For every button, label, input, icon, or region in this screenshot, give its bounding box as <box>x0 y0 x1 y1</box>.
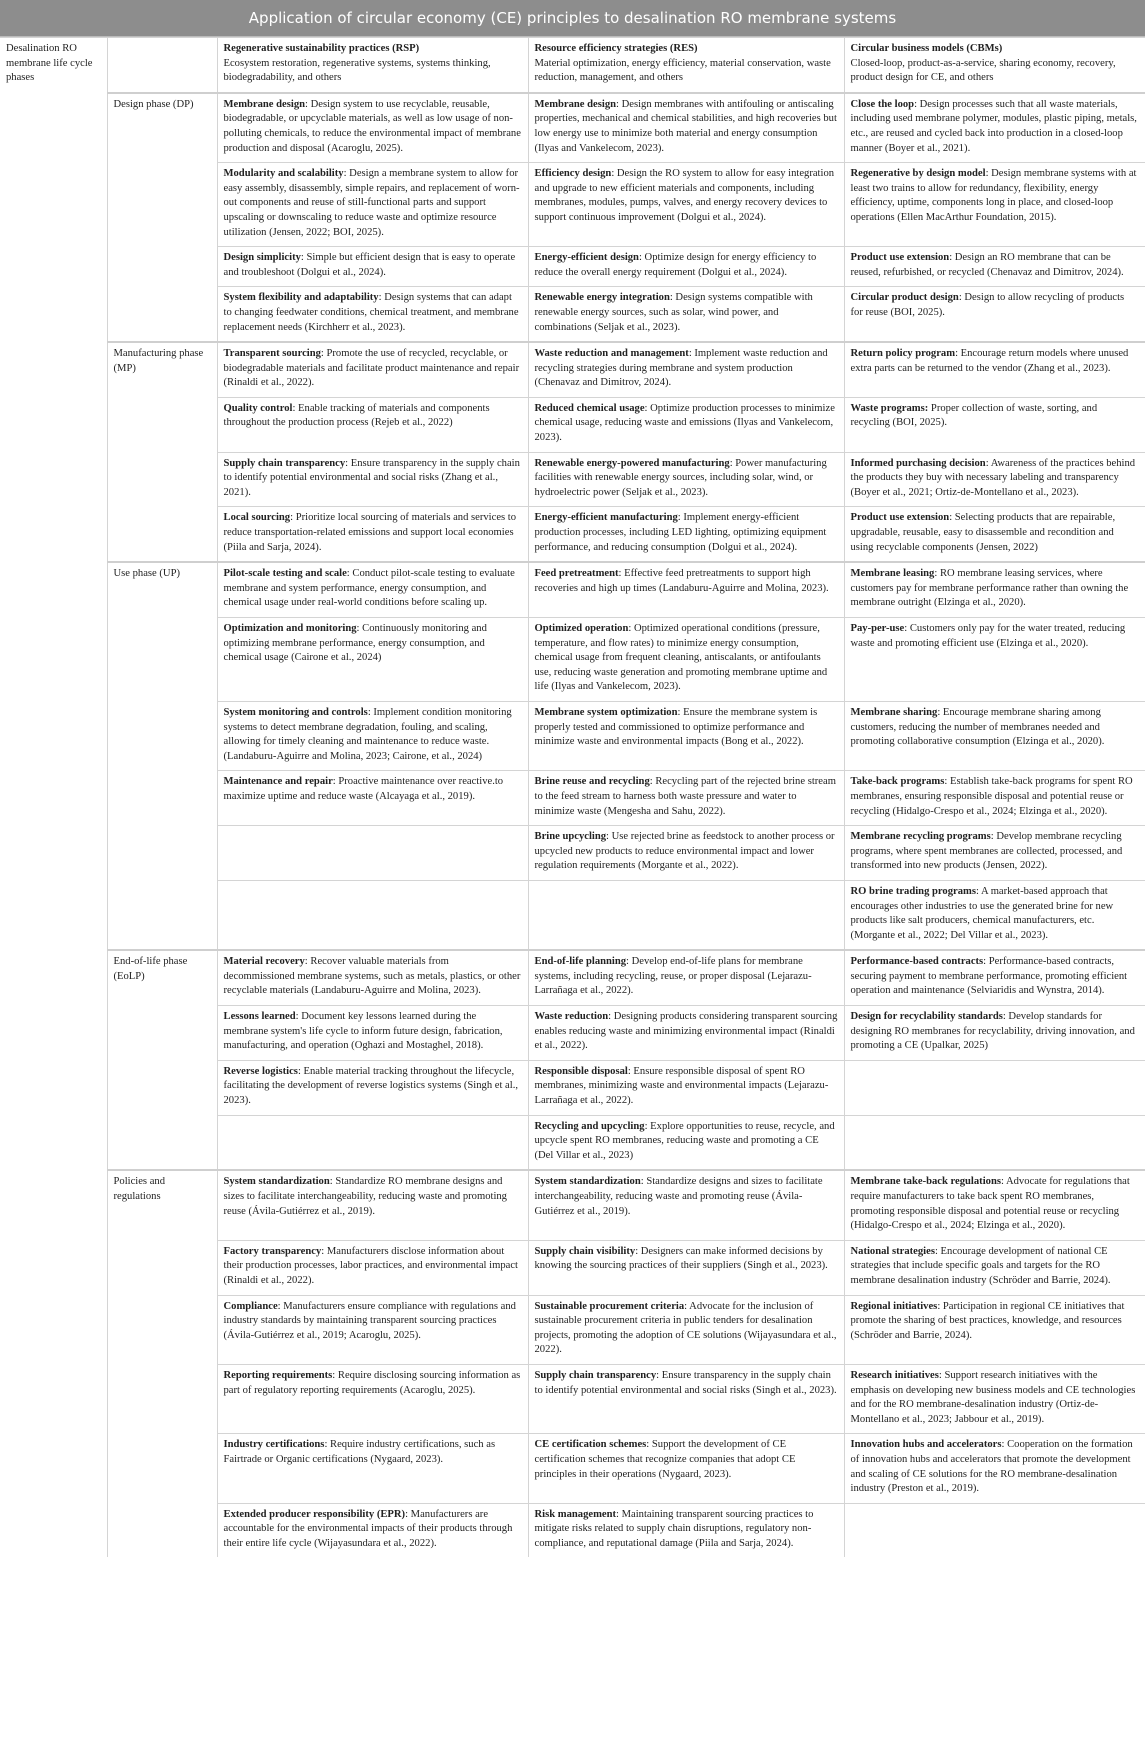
practice-title: Product use extension <box>850 512 950 524</box>
practice-title: Energy-efficient manufacturing <box>534 512 678 524</box>
practice-title: Membrane take-back regulations <box>850 1176 1001 1188</box>
practice-description: : Design systems compatible with renewable energy sources, such as solar, wind power, and combinations (Seljak et al., 2023). <box>534 292 813 333</box>
practice-description: : Power manufacturing facilities with renewable energy sources, including solar, wind, or hydroelectric power (Seljak et al., 2023). <box>534 457 827 498</box>
practice-title: Optimization and monitoring <box>223 623 357 634</box>
cell-rsp <box>217 1006 528 1061</box>
practice-title: Research initiatives <box>850 1369 939 1381</box>
practice-title: Modularity and scalability <box>223 168 344 180</box>
practice-title: Quality control <box>223 402 293 414</box>
practice-description: : Design system to use recyclable, reusable, biodegradable, or upcyclable materials, as well as low usage of non-polluting chemicals, to reduce the environmental impact of membrane production and disposal (Acaroglu, 2025). <box>223 98 521 154</box>
cell-res <box>528 1295 844 1364</box>
cell-cbm <box>844 1434 1145 1503</box>
cell-rsp <box>217 1503 528 1557</box>
practice-description: : Design processes such that all waste materials, including used membrane polymer, modules, plastic piping, metals, etc., are reused and cycled back into production in a closed-loop manner (Boyer et al., 2021). <box>850 98 1137 154</box>
practice-description: Proper collection of waste, sorting, and recycling (BOI, 2025). <box>850 402 1098 429</box>
phase-label: Design phase (DP) <box>107 93 217 342</box>
practice-title: Risk management <box>534 1508 617 1520</box>
cell-res <box>528 247 844 287</box>
cell-rsp <box>217 1170 528 1240</box>
cell-cbm <box>844 771 1145 826</box>
phase-label: Policies and regulations <box>107 1170 217 1557</box>
practice-description: : Implement energy-efficient production processes, including LED lighting, optimizing equipment performance, and reducing consumption (Dolgui et al., 2024). <box>534 512 827 553</box>
practice-description: : Manufacturers ensure compliance with regulations and industry standards by maintaining transparent sourcing practices (Ávila-Gutiérrez et al., 2019; Acaroglu, 2025). <box>223 1300 516 1341</box>
practice-description: : Implement condition monitoring systems to detect membrane degradation, fouling, and scaling, allowing for timely cleaning and maintenance to reduce waste. (Landaburu-Aguirre and Molina, 2023; Cairone, et al., 2024) <box>223 706 512 762</box>
practice-description: : Awareness of the practices behind the products they buy with necessary labeling and transparency (Boyer et al., 2021; Ortiz-de-Montellano et al., 2023). <box>850 457 1136 498</box>
practice-title: National strategies <box>850 1245 935 1257</box>
practice-description: : Optimized operational conditions (pressure, temperature, and flow rates) to minimize energy consumption, chemical usage from frequent cleaning, antiscalants, or antifoulants use, reducing waste generation and promoting membrane uptime and life (Ilyas and Vankelecom, 2023). <box>534 623 828 693</box>
column-header-desc: Ecosystem restoration, regenerative systems, systems thinking, biodegradability, and others <box>223 57 491 84</box>
practice-title: Design simplicity <box>223 252 301 264</box>
table-row <box>0 342 1145 397</box>
practice-title: Lessons learned <box>223 1011 296 1023</box>
phase-label: End-of-life phase (EoLP) <box>107 950 217 1170</box>
practice-title: Reduced chemical usage <box>534 402 645 414</box>
column-header-desc: Closed-loop, product-as-a-service, sharing economy, recovery, product design for CE, and others <box>850 57 1116 84</box>
table-row <box>0 1170 1145 1240</box>
practice-title: Waste programs: <box>850 402 929 414</box>
practice-description: : Design an RO membrane that can be reused, refurbished, or recycled (Chenavaz and Dimitrov, 2024). <box>850 252 1124 278</box>
practice-description: : A market-based approach that encourages other industries to use the generated brine for new products like salt producers, chemical manufacturers, etc. (Morgante et al., 2022; Del Villar et al., 2023). <box>850 885 1114 941</box>
cell-cbm <box>844 950 1145 1005</box>
cell-cbm <box>844 880 1145 950</box>
practice-description: : Advocate for the inclusion of sustainable procurement criteria in public tenders for desalination projects, promoting the adoption of CE solutions (Wijayasundara et al., 2022). <box>534 1300 837 1356</box>
practice-description: : Establish take-back programs for spent RO membranes, ensuring responsible disposal and potential reuse or recycling (Hidalgo-Crespo et al., 2024; Elzinga et al., 2020). <box>850 776 1133 817</box>
practice-title: Circular product design <box>850 292 959 304</box>
practice-description: : Design the RO system to allow for easy integration and upgrade to new efficient materials and components, including membranes, modules, pumps, valves, and energy recovery devices to support continuous improvement (Dolgui et al., 2024). <box>534 168 835 223</box>
cell-rsp <box>217 452 528 507</box>
practice-description: : Support the development of CE certification schemes that recognize companies that adopt CE principles in their operations (Nygaard, 2023). <box>534 1439 796 1480</box>
cell-cbm <box>844 93 1145 163</box>
practice-title: Pilot-scale testing and scale <box>223 568 347 580</box>
phase-label: Manufacturing phase (MP) <box>107 342 217 562</box>
practice-description: : RO membrane leasing services, where customers pay for membrane performance rather than owning the membrane outright (Elzinga et al., 2020). <box>850 568 1129 609</box>
practice-title: Membrane design <box>223 98 306 110</box>
table-row <box>0 562 1145 617</box>
practice-title: Pay-per-use <box>850 623 905 634</box>
cell-cbm <box>844 397 1145 452</box>
practice-description: : Enable material tracking throughout the lifecycle, facilitating the development of reverse logistics systems (Singh et al., 2023). <box>223 1065 518 1107</box>
cell-cbm <box>844 1503 1145 1557</box>
column-header-title: Resource efficiency strategies (RES) <box>534 43 698 54</box>
practice-description: : Designers can make informed decisions by knowing the sourcing practices of their suppliers (Singh et al., 2023). <box>534 1245 828 1272</box>
cell-res <box>528 1170 844 1240</box>
practice-description: : Manufacturers disclose information about their production processes, labor practices, and environmental impact (Rinaldi et al., 2022). <box>223 1245 518 1286</box>
practice-description: : Maintaining transparent sourcing practices to mitigate risks related to supply chain disruptions, regulatory non-compliance, and reputational damage (Piila and Sarja, 2024). <box>534 1508 814 1549</box>
practice-description: : Develop standards for designing RO membranes for recyclability, driving innovation, and promoting a CE (Upalkar, 2025) <box>850 1011 1135 1052</box>
practice-description: : Standardize designs and sizes to facilitate interchangeability, reducing waste and promoting reuse (Ávila-Gutiérrez et al., 2019). <box>534 1176 823 1217</box>
practice-title: Waste reduction and management <box>534 348 689 360</box>
cell-res <box>528 342 844 397</box>
cell-rsp <box>217 342 528 397</box>
practice-description: : Ensure transparency in the supply chain to identify potential environmental and social risks (Zhang et al., 2021). <box>223 457 520 498</box>
practice-title: Product use extension <box>850 252 950 264</box>
practice-description: : Optimize production processes to minimize chemical usage, reducing waste and emissions (Ilyas and Vankelecom, 2023). <box>534 402 835 444</box>
cell-rsp <box>217 163 528 247</box>
practice-title: CE certification schemes <box>534 1439 647 1451</box>
practice-title: Membrane sharing <box>850 706 938 718</box>
practice-title: Innovation hubs and accelerators <box>850 1439 1002 1451</box>
practice-title: Regional initiatives <box>850 1300 938 1312</box>
cell-res <box>528 507 844 562</box>
practice-title: RO brine trading programs <box>850 885 976 897</box>
practice-description: : Simple but efficient design that is easy to operate and troubleshoot (Dolgui et al., 2024). <box>223 252 516 278</box>
practice-description: : Continuously monitoring and optimizing membrane performance, energy consumption, and chemical usage (Cairone et al., 2024) <box>223 623 487 664</box>
cell-rsp <box>217 247 528 287</box>
practice-description: : Design membrane systems with at least two trains to allow for redundancy, flexibility, energy efficiency, uptime, components long in place, and closed-loop operations (Ellen MacArthur Foundation, 2015). <box>850 168 1137 223</box>
practice-title: Supply chain visibility <box>534 1245 636 1257</box>
practice-description: : Design a membrane system to allow for easy assembly, disassembly, simple repairs, and replacement of worn-out components and reuse of still-functional parts and support upscaling or downscaling to reduce waste and optimize resource utilization (Jensen, 2022; BOI, 2025). <box>223 168 520 238</box>
practice-description: : Selecting products that are repairable, upgradable, reusable, easy to disassemble and recondition and using recyclable components (Jensen, 2022) <box>850 512 1116 553</box>
cell-rsp <box>217 1434 528 1503</box>
practice-description: : Encourage membrane sharing among customers, reducing the number of membranes needed and promoting collaborative consumption (Elzinga et al., 2020). <box>850 706 1105 748</box>
practice-description: : Prioritize local sourcing of materials and services to reduce transportation-related emissions and support local economies (Piila and Sarja, 2024). <box>223 512 517 553</box>
cell-res <box>528 771 844 826</box>
practice-description: : Explore opportunities to reuse, recycle, and upcycle spent RO membranes, reducing waste and promoting a CE (Del Villar et al., 2023) <box>534 1120 835 1161</box>
cell-cbm <box>844 1240 1145 1295</box>
cell-rsp <box>217 287 528 342</box>
cell-res <box>528 1240 844 1295</box>
practice-title: Brine reuse and recycling <box>534 776 650 788</box>
cell-rsp <box>217 1364 528 1433</box>
cell-cbm <box>844 1295 1145 1364</box>
practice-title: Membrane leasing <box>850 568 935 580</box>
practice-title: Feed pretreatment <box>534 568 619 580</box>
table-row <box>0 93 1145 163</box>
practice-description: : Ensure the membrane system is properly tested and commissioned to optimize performance and minimize waste and environmental impacts (Bong et al., 2022). <box>534 706 818 748</box>
practice-description: : Recycling part of the rejected brine stream to the feed stream to harness both waste pressure and water to minimize waste (Mengesha and Sahu, 2022). <box>534 776 836 817</box>
cell-cbm <box>844 452 1145 507</box>
cell-res <box>528 880 844 950</box>
practice-title: Design for recyclability standards <box>850 1011 1003 1023</box>
practice-title: Supply chain transparency <box>223 457 346 469</box>
practice-title: System standardization <box>534 1176 641 1188</box>
cell-cbm <box>844 287 1145 342</box>
practice-description: : Promote the use of recycled, recyclable, or biodegradable materials and facilitate product maintenance and repair (Rinaldi et al., 2022). <box>223 348 520 389</box>
practice-title: Renewable energy integration <box>534 292 670 304</box>
cell-rsp <box>217 950 528 1005</box>
practice-description: : Use rejected brine as feedstock to another process or upcycled new products to reduce environmental impact and lower regulation requirements (Morgante et al., 2022). <box>534 831 835 872</box>
cell-cbm <box>844 1364 1145 1433</box>
cell-res <box>528 562 844 617</box>
cell-cbm <box>844 1060 1145 1115</box>
practice-description: : Advocate for regulations that require manufacturers to take back spent RO membranes, promoting responsible disposal and potential reuse or recycling (Hidalgo-Crespo et al., 2024; Elzinga et al., 2020). <box>850 1176 1130 1232</box>
cell-cbm <box>844 1006 1145 1061</box>
cell-res <box>528 163 844 247</box>
practice-title: Reporting requirements <box>223 1369 333 1381</box>
cell-res <box>528 93 844 163</box>
practice-description: : Effective feed pretreatments to support high recoveries and high up times (Landaburu-Aguirre and Molina, 2023). <box>534 568 829 594</box>
phase-column-header: Desalination RO membrane life cycle phases <box>0 38 107 1558</box>
cell-rsp <box>217 826 528 881</box>
cell-cbm <box>844 1115 1145 1170</box>
column-header-title: Circular business models (CBMs) <box>850 43 1003 54</box>
practice-title: Renewable energy-powered manufacturing <box>534 457 730 469</box>
cell-cbm <box>844 701 1145 770</box>
practice-description: : Standardize RO membrane designs and sizes to facilitate interchangeability, reducing waste and promoting reuse (Ávila-Gutiérrez et al., 2019). <box>223 1176 507 1217</box>
cell-res <box>528 618 844 702</box>
header-row <box>0 38 1145 93</box>
cell-rsp <box>217 771 528 826</box>
practice-title: Transparent sourcing <box>223 348 321 360</box>
practice-title: Take-back programs <box>850 776 945 788</box>
practice-description: : Encourage development of national CE strategies that include specific goals and targets for the RO membrane desalination industry (Schröder and Barrie, 2024). <box>850 1245 1111 1286</box>
cell-res <box>528 1060 844 1115</box>
practice-title: End-of-life planning <box>534 956 627 968</box>
practice-title: System flexibility and adaptability <box>223 292 379 304</box>
practice-title: Membrane system optimization <box>534 706 678 718</box>
practice-description: : Develop end-of-life plans for membrane systems, including recycling, reuse, or proper disposal (Lejarazu-Larrañaga et al., 2022). <box>534 956 812 997</box>
practice-title: Industry certifications <box>223 1439 325 1451</box>
cell-rsp <box>217 93 528 163</box>
practice-description: : Cooperation on the formation of innovation hubs and accelerators that promote the development and scaling of CE solutions for the RO membrane-desalination industry (Preston et al., 2019). <box>850 1439 1133 1495</box>
practice-title: Compliance <box>223 1300 278 1312</box>
practice-title: Recycling and upcycling <box>534 1120 645 1132</box>
cell-res <box>528 452 844 507</box>
practice-description: : Performance-based contracts, securing payment to membrane performance, promoting efficient operation and maintenance (Selviaridis and Wynstra, 2014). <box>850 956 1128 997</box>
cell-cbm <box>844 342 1145 397</box>
column-header-rsp <box>217 38 528 93</box>
column-header-cbm <box>844 38 1145 93</box>
practice-title: Supply chain transparency <box>534 1369 657 1381</box>
cell-res <box>528 1434 844 1503</box>
practice-title: Material recovery <box>223 956 305 968</box>
practice-description: : Design systems that can adapt to changing feedwater conditions, chemical treatment, and membrane replacement needs (Kirchherr et al., 2023). <box>223 292 519 333</box>
practice-title: Factory transparency <box>223 1245 322 1257</box>
practice-description: : Document key lessons learned during the membrane system's life cycle to inform future design, fabrication, manufacturing, and operation (Oghazi and Mostaghel, 2018). <box>223 1011 503 1052</box>
cell-rsp <box>217 1060 528 1115</box>
practice-title: Optimized operation <box>534 623 629 634</box>
practice-description: : Recover valuable materials from decommissioned membrane systems, such as metals, plastics, or other recyclable materials (Landaburu-Aguirre and Molina, 2023). <box>223 956 521 997</box>
practice-title: Brine upcycling <box>534 831 607 843</box>
practice-description: : Implement waste reduction and recycling strategies during membrane and system production (Chenavaz and Dimitrov, 2024). <box>534 348 828 389</box>
practice-description: : Develop membrane recycling programs, where spent membranes are collected, processed, and transformed into new products (Jensen, 2022). <box>850 831 1123 872</box>
practice-title: Informed purchasing decision <box>850 457 986 469</box>
ce-principles-table <box>0 37 1145 1557</box>
cell-rsp <box>217 701 528 770</box>
practice-description: : Designing products considering transparent sourcing enables reducing waste and minimizing environmental impact (Rinaldi et al., 2022). <box>534 1011 838 1052</box>
practice-title: Efficiency design <box>534 168 612 180</box>
cell-cbm <box>844 163 1145 247</box>
practice-description: : Design membranes with antifouling or antiscaling properties, mechanical and chemical stabilities, and high recoveries but low energy use to minimize both material and energy consumption (Ilyas and Vankelecom, 2023). <box>534 98 837 154</box>
cell-cbm <box>844 562 1145 617</box>
practice-description: : Support research initiatives with the emphasis on developing new business models and CE technologies and for the RO membrane-desalination industry (Ortiz-de-Montellano et al., 2023; Jabbour et al., 2019). <box>850 1369 1136 1425</box>
cell-cbm <box>844 247 1145 287</box>
practice-title: Waste reduction <box>534 1011 609 1023</box>
practice-description: : Manufacturers are accountable for the environmental impacts of their products through their entire life cycle (Wijayasundara et al., 2022). <box>223 1508 513 1549</box>
practice-title: System monitoring and controls <box>223 706 368 718</box>
practice-title: System standardization <box>223 1176 330 1188</box>
cell-res <box>528 287 844 342</box>
practice-title: Membrane design <box>534 98 617 110</box>
column-header-desc: Material optimization, energy efficiency, material conservation, waste reduction, management, and others <box>534 57 831 84</box>
cell-res <box>528 1006 844 1061</box>
empty-header-cell <box>107 38 217 93</box>
cell-res <box>528 1364 844 1433</box>
practice-description: : Design to allow recycling of products for reuse (BOI, 2025). <box>850 292 1125 318</box>
practice-description: : Encourage return models where unused extra parts can be returned to the vendor (Zhang et al., 2023). <box>850 348 1129 374</box>
practice-title: Maintenance and repair <box>223 776 333 788</box>
column-header-res <box>528 38 844 93</box>
cell-res <box>528 1115 844 1170</box>
cell-rsp <box>217 1295 528 1364</box>
cell-rsp <box>217 880 528 950</box>
practice-description: : Customers only pay for the water treated, reducing waste and promoting efficient use (Elzinga et al., 2020). <box>850 623 1126 649</box>
practice-description: : Enable tracking of materials and components throughout the production process (Rejeb et al., 2022) <box>223 402 490 429</box>
practice-description: : Ensure responsible disposal of spent RO membranes, minimizing waste and environmental impacts (Lejarazu-Larrañaga et al., 2022). <box>534 1065 829 1107</box>
column-header-title: Regenerative sustainability practices (RSP) <box>223 43 420 54</box>
practice-title: Performance-based contracts <box>850 956 984 968</box>
cell-rsp <box>217 562 528 617</box>
cell-rsp <box>217 618 528 702</box>
cell-rsp <box>217 1115 528 1170</box>
practice-description: : Optimize design for energy efficiency to reduce the overall energy requirement (Dolgui et al., 2024). <box>534 252 817 278</box>
practice-description: : Participation in regional CE initiatives that promote the sharing of best practices, knowledge, and resources (Schröder and Barrie, 2024). <box>850 1300 1125 1341</box>
practice-description: : Conduct pilot-scale testing to evaluate membrane and system performance, energy consumption, and chemical usage under real-world conditions before scaling up. <box>223 568 515 609</box>
cell-rsp <box>217 1240 528 1295</box>
practice-description: : Proactive maintenance over reactive.to maximize uptime and reduce waste (Alcayaga et al., 2019). <box>223 776 504 802</box>
cell-res <box>528 1503 844 1557</box>
cell-cbm <box>844 618 1145 702</box>
cell-cbm <box>844 1170 1145 1240</box>
cell-rsp <box>217 397 528 452</box>
table-row <box>0 950 1145 1005</box>
practice-description: : Require industry certifications, such as Fairtrade or Organic certifications (Nygaard, 2023). <box>223 1439 496 1465</box>
table-title: Application of circular economy (CE) principles to desalination RO membrane systems <box>0 0 1145 37</box>
cell-res <box>528 950 844 1005</box>
cell-res <box>528 826 844 881</box>
practice-title: Responsible disposal <box>534 1065 628 1077</box>
cell-cbm <box>844 826 1145 881</box>
practice-title: Membrane recycling programs <box>850 831 991 843</box>
practice-title: Close the loop <box>850 98 915 110</box>
practice-description: : Ensure transparency in the supply chain to identify potential environmental and social risks (Singh et al., 2023). <box>534 1369 837 1396</box>
practice-title: Reverse logistics <box>223 1065 298 1077</box>
practice-title: Return policy program <box>850 348 956 360</box>
practice-description: : Require disclosing sourcing information as part of regulatory reporting requirements (Acaroglu, 2025). <box>223 1369 521 1396</box>
practice-title: Local sourcing <box>223 512 291 524</box>
cell-rsp <box>217 507 528 562</box>
practice-title: Extended producer responsibility (EPR) <box>223 1508 406 1520</box>
phase-label: Use phase (UP) <box>107 562 217 950</box>
practice-title: Sustainable procurement criteria <box>534 1300 685 1312</box>
cell-res <box>528 701 844 770</box>
practice-title: Energy-efficient design <box>534 252 639 264</box>
practice-title: Regenerative by design model <box>850 168 986 180</box>
cell-res <box>528 397 844 452</box>
cell-cbm <box>844 507 1145 562</box>
